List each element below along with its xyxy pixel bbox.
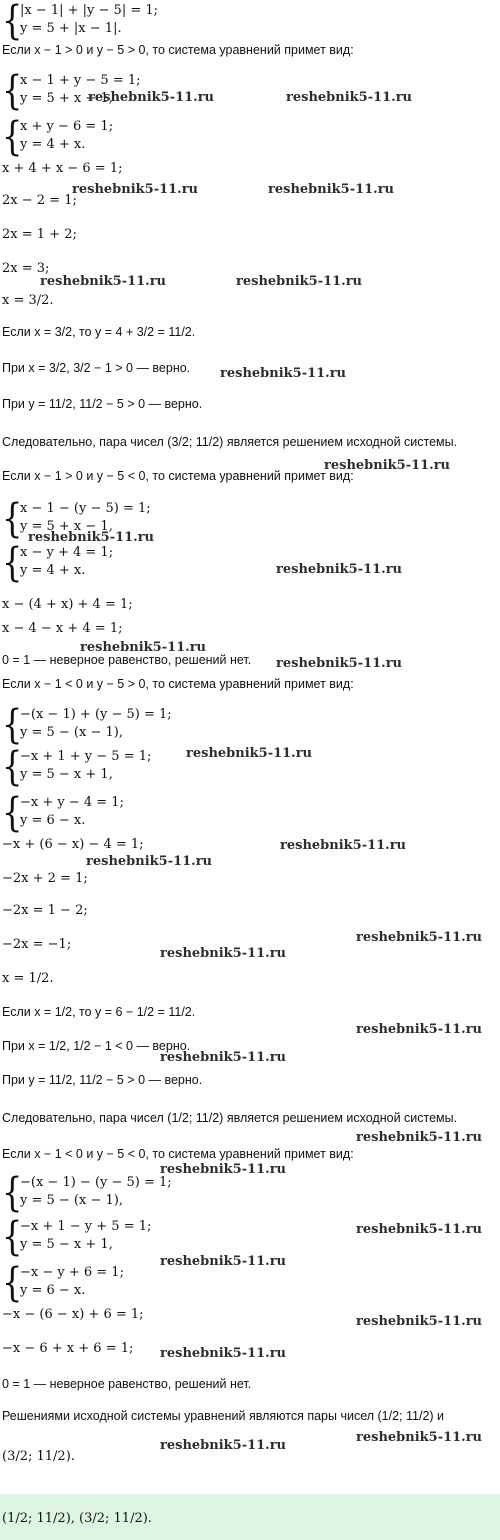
equation: −x + 1 + y − 5 = 1; <box>20 749 152 764</box>
text-line: При y = 11/2, 11/2 − 5 > 0 — верно. <box>2 397 203 411</box>
watermark: reshebnik5-11.ru <box>276 562 403 577</box>
system-brace: { <box>2 700 23 748</box>
watermark: reshebnik5-11.ru <box>356 930 483 945</box>
watermark: reshebnik5-11.ru <box>40 274 167 289</box>
equation: x = 1/2. <box>2 971 54 986</box>
equation: −x − (6 − x) + 6 = 1; <box>2 1307 144 1322</box>
equation: x − 4 − x + 4 = 1; <box>2 621 123 636</box>
text-line: Следовательно, пара чисел (3/2; 11/2) является решением исходной системы. <box>2 435 458 449</box>
equation: x + 4 + x − 6 = 1; <box>2 161 123 176</box>
watermark: reshebnik5-11.ru <box>72 182 199 197</box>
equation: −x + 1 − y + 5 = 1; <box>20 1219 152 1234</box>
text-line: При y = 11/2, 11/2 − 5 > 0 — верно. <box>2 1073 203 1087</box>
watermark: reshebnik5-11.ru <box>160 1346 287 1361</box>
watermark: reshebnik5-11.ru <box>220 366 347 381</box>
equation: −(x − 1) − (y − 5) = 1; <box>20 1175 172 1190</box>
text-line: Если x = 1/2, то y = 6 − 1/2 = 11/2. <box>2 1005 196 1019</box>
equation: y = 6 − x. <box>20 813 86 828</box>
system-brace: { <box>2 1212 23 1260</box>
equation: y = 4 + x. <box>20 137 86 152</box>
system-brace: { <box>2 66 23 114</box>
case-heading: Если x − 1 > 0 и y − 5 < 0, то система уравнений примет вид: <box>2 469 354 483</box>
equation: x − 1 + y − 5 = 1; <box>20 73 141 88</box>
equation: 2x = 3; <box>2 261 50 276</box>
system-brace: { <box>2 112 23 160</box>
system-brace: { <box>2 1168 23 1216</box>
equation: y = 5 + |x − 1|. <box>20 21 122 36</box>
text-line: Следовательно, пара чисел (1/2; 11/2) является решением исходной системы. <box>2 1111 458 1125</box>
text-line: 0 = 1 — неверное равенство, решений нет. <box>2 653 252 667</box>
system <box>2 1212 152 1260</box>
equation: y = 5 − (x − 1), <box>20 1193 123 1208</box>
watermark: reshebnik5-11.ru <box>356 1222 483 1237</box>
system-brace: { <box>2 494 23 542</box>
watermark: reshebnik5-11.ru <box>160 1050 287 1065</box>
conclusion: Решениями исходной системы уравнений являются пары чисел (1/2; 11/2) и <box>2 1409 445 1423</box>
text-line: При x = 3/2, 3/2 − 1 > 0 — верно. <box>2 361 191 375</box>
system-brace: { <box>2 1258 23 1306</box>
equation: x + y − 6 = 1; <box>20 119 114 134</box>
equation: |x − 1| + |y − 5| = 1; <box>20 3 159 18</box>
equation: −x + y − 4 = 1; <box>20 795 124 810</box>
watermark: reshebnik5-11.ru <box>160 946 287 961</box>
watermark: reshebnik5-11.ru <box>160 1438 287 1453</box>
system-brace: { <box>2 788 23 836</box>
equation: 2x = 1 + 2; <box>2 227 77 242</box>
equation: x − (4 + x) + 4 = 1; <box>2 597 133 612</box>
watermark: reshebnik5-11.ru <box>86 854 213 869</box>
answer-text: (1/2; 11/2), (3/2; 11/2). <box>2 1511 152 1526</box>
equation: y = 5 − (x − 1), <box>20 725 123 740</box>
answer-box <box>0 1494 500 1540</box>
watermark: reshebnik5-11.ru <box>276 656 403 671</box>
system <box>2 112 114 160</box>
watermark: reshebnik5-11.ru <box>286 90 413 105</box>
equation: y = 5 + x − 1, <box>20 91 113 106</box>
watermark: reshebnik5-11.ru <box>160 1162 287 1177</box>
conclusion: (3/2; 11/2). <box>2 1449 75 1464</box>
case-heading: Если x − 1 < 0 и y − 5 > 0, то система уравнений примет вид: <box>2 677 354 691</box>
watermark: reshebnik5-11.ru <box>356 1430 483 1445</box>
equation: x = 3/2. <box>2 293 54 308</box>
watermark: reshebnik5-11.ru <box>268 182 395 197</box>
equation: −2x = 1 − 2; <box>2 903 88 918</box>
watermark: reshebnik5-11.ru <box>28 530 155 545</box>
watermark: reshebnik5-11.ru <box>88 90 215 105</box>
watermark: reshebnik5-11.ru <box>356 1314 483 1329</box>
watermark: reshebnik5-11.ru <box>160 1254 287 1269</box>
system-brace: { <box>2 538 23 586</box>
watermark: reshebnik5-11.ru <box>186 746 313 761</box>
system <box>2 538 114 586</box>
system-brace: { <box>2 742 23 790</box>
watermark: reshebnik5-11.ru <box>356 1130 483 1145</box>
equation: −x − y + 6 = 1; <box>20 1265 124 1280</box>
equation: y = 5 − x + 1, <box>20 767 113 782</box>
equation: 2x − 2 = 1; <box>2 193 77 208</box>
system <box>2 700 172 748</box>
text-line: При x = 1/2, 1/2 − 1 < 0 — верно. <box>2 1039 191 1053</box>
equation: −2x = −1; <box>2 937 72 952</box>
equation: y = 6 − x. <box>20 1283 86 1298</box>
system <box>2 788 124 836</box>
equation: x − y + 4 = 1; <box>20 545 114 560</box>
watermark: reshebnik5-11.ru <box>80 640 207 655</box>
watermark: reshebnik5-11.ru <box>236 274 363 289</box>
text-line: 0 = 1 — неверное равенство, решений нет. <box>2 1377 252 1391</box>
equation: y = 5 − x + 1, <box>20 1237 113 1252</box>
equation: −x + (6 − x) − 4 = 1; <box>2 837 144 852</box>
text-line: Если x = 3/2, то y = 4 + 3/2 = 11/2. <box>2 325 196 339</box>
equation: −x − 6 + x + 6 = 1; <box>2 1341 134 1356</box>
watermark: reshebnik5-11.ru <box>324 458 451 473</box>
equation: x − 1 − (y − 5) = 1; <box>20 501 151 516</box>
equation: −2x + 2 = 1; <box>2 871 88 886</box>
case-heading: Если x − 1 > 0 и y − 5 > 0, то система уравнений примет вид: <box>2 43 354 57</box>
system <box>2 1168 172 1216</box>
equation: −(x − 1) + (y − 5) = 1; <box>20 707 172 722</box>
system <box>2 742 152 790</box>
equation: y = 4 + x. <box>20 563 86 578</box>
system-original <box>2 0 159 44</box>
case-heading: Если x − 1 < 0 и y − 5 < 0, то система уравнений примет вид: <box>2 1147 354 1161</box>
system-brace: { <box>2 0 23 44</box>
equation: y = 5 + x − 1, <box>20 519 113 534</box>
watermark: reshebnik5-11.ru <box>356 1022 483 1037</box>
watermark: reshebnik5-11.ru <box>280 838 407 853</box>
system <box>2 1258 124 1306</box>
